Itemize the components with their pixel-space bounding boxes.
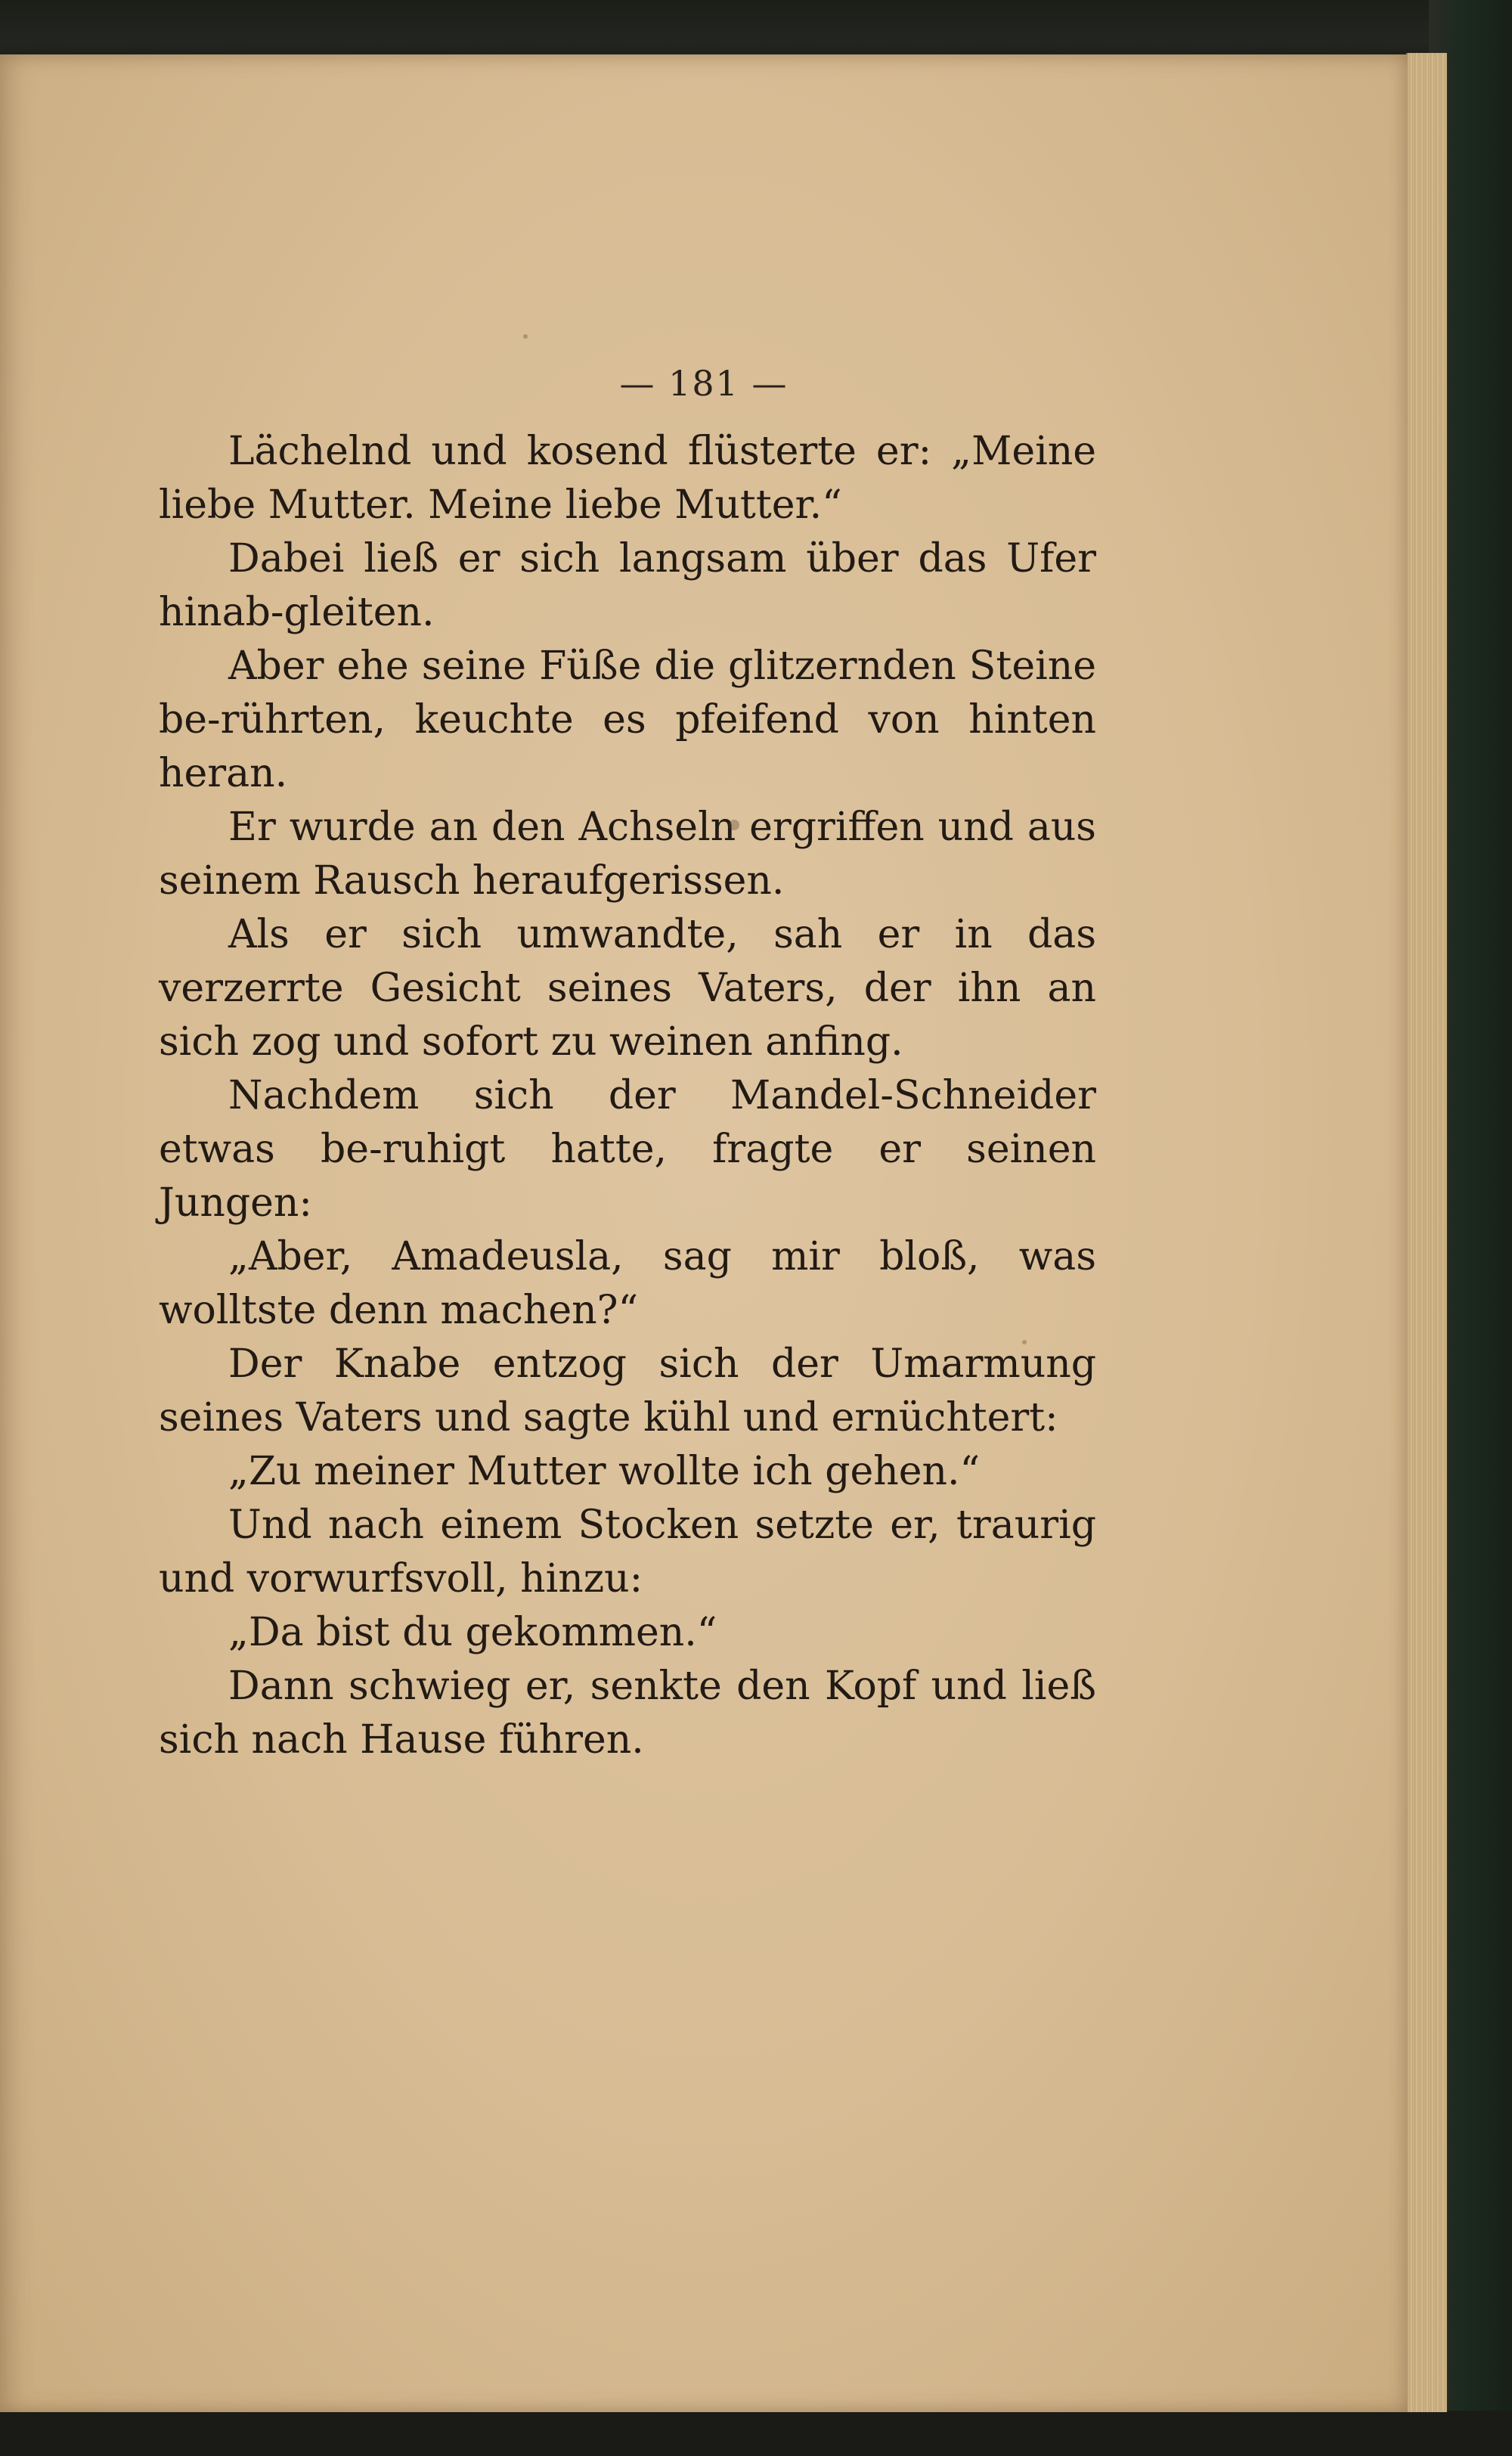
paragraph: „Zu meiner Mutter wollte ich gehen.“	[228, 1449, 981, 1494]
paragraph: Dann schwieg er, senkte den Kopf und ließ sich nach Hause führen.	[159, 1664, 1096, 1763]
paragraph: Er wurde an den Achseln ergriffen und aus seinem Rausch heraufgerissen.	[159, 805, 1096, 904]
page-edges	[1406, 53, 1447, 2412]
paragraph: Lächelnd und kosend flüsterte er: „Meine liebe Mutter. Meine liebe Mutter.“	[159, 429, 1096, 528]
paragraph: Als er sich umwandte, sah er in das verzerrte Gesicht seines Vaters, der ihn an sich zog und sofort zu weinen anfing.	[159, 912, 1096, 1065]
paragraph: Und nach einem Stocken setzte er, traurig und vorwurfsvoll, hinzu:	[159, 1502, 1096, 1602]
paragraph: Aber ehe seine Füße die glitzernden Steine be-rührten, keuchte es pfeifend von hinten heran.	[159, 643, 1096, 796]
body-text	[159, 425, 1096, 1767]
paper-speck	[523, 334, 528, 339]
paragraph: Dabei ließ er sich langsam über das Ufer hinab-gleiten.	[159, 536, 1096, 635]
paragraph: „Da bist du gekommen.“	[228, 1610, 717, 1655]
page-number: — 181 —	[619, 363, 789, 404]
paper-speck	[729, 820, 739, 830]
paper-speck	[1022, 1340, 1027, 1344]
paragraph: Nachdem sich der Mandel-Schneider etwas be-ruhigt hatte, fragte er seinen Jungen:	[159, 1073, 1096, 1226]
paragraph: Der Knabe entzog sich der Umarmung seines Vaters und sagte kühl und ernüchtert:	[159, 1341, 1096, 1440]
book-cover-bottom	[0, 2411, 1512, 2456]
paragraph: „Aber, Amadeusla, sag mir bloß, was wolltste denn machen?“	[159, 1234, 1096, 1333]
book-page	[0, 54, 1408, 2412]
